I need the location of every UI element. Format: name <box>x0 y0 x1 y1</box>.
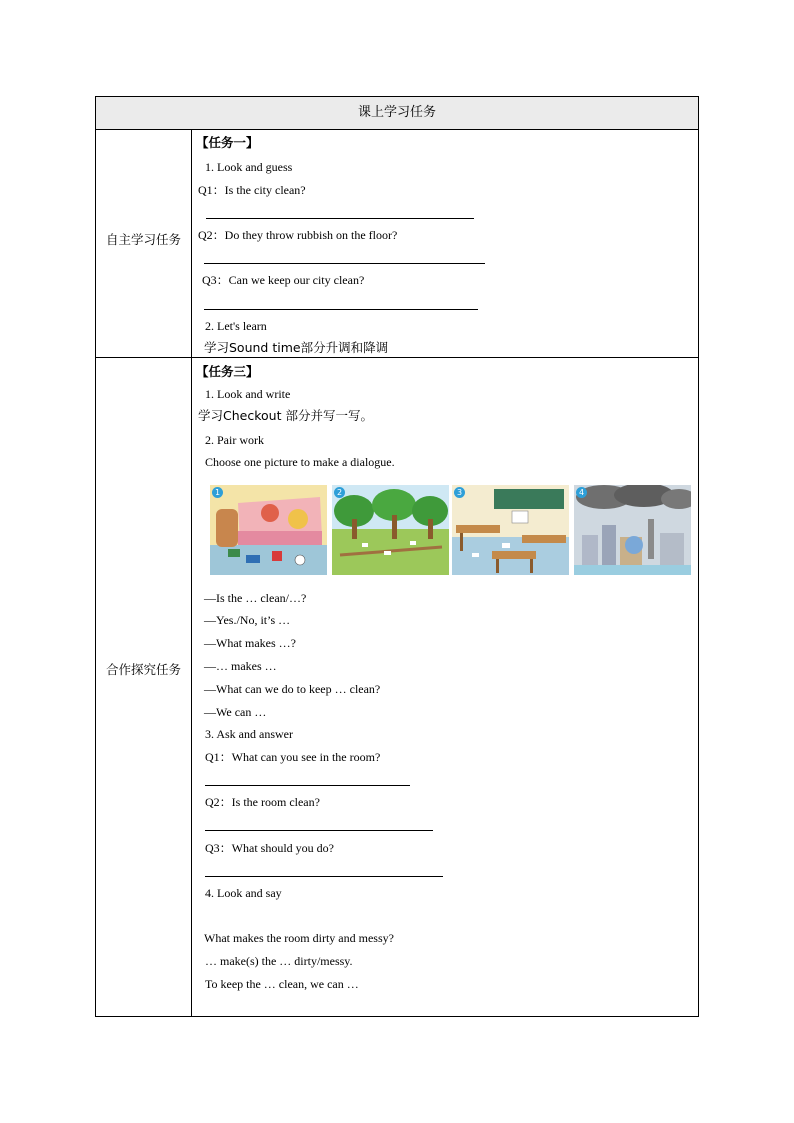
dialogue-line-6: —We can … <box>204 705 267 719</box>
row-divider <box>96 357 698 358</box>
picture-number-4: 4 <box>576 487 587 498</box>
row-label-self-study: 自主学习任务 <box>105 232 181 247</box>
say-prompt-1: What makes the room dirty and messy? <box>204 931 394 945</box>
messy-classroom-illustration-icon <box>452 485 569 575</box>
dialogue-line-1: —Is the … clean/…? <box>204 591 307 605</box>
picture-2 <box>332 485 449 575</box>
section-ask-and-answer: 3. Ask and answer <box>205 727 293 741</box>
picture-3 <box>452 485 569 575</box>
picture-1 <box>210 485 327 575</box>
answer-line-3 <box>204 309 478 310</box>
messy-bedroom-illustration-icon <box>210 485 327 575</box>
say-prompt-2: … make(s) the … dirty/messy. <box>205 954 353 968</box>
dialogue-line-2: —Yes./No, it’s … <box>204 613 291 627</box>
picture-4 <box>574 485 691 575</box>
ask-answer-line-2 <box>205 830 433 831</box>
section-look-and-write: 1. Look and write <box>205 387 291 401</box>
row-label-cooperative: 合作探究任务 <box>105 662 181 677</box>
dialogue-line-4: —… makes … <box>204 659 277 673</box>
ask-answer-line-3 <box>205 876 443 877</box>
question-1: Q1：Is the city clean? <box>198 183 306 197</box>
question-2: Q2：Do they throw rubbish on the floor? <box>198 228 398 242</box>
ask-question-1: Q1：What can you see in the room? <box>205 750 381 764</box>
picture-number-3: 3 <box>454 487 465 498</box>
ask-question-3: Q3：What should you do? <box>205 841 334 855</box>
task-one-title: 【任务一】 <box>196 135 259 150</box>
pair-work-description: Choose one picture to make a dialogue. <box>205 455 395 469</box>
column-divider <box>191 130 192 1016</box>
dialogue-line-5: —What can we do to keep … clean? <box>204 682 381 696</box>
look-and-write-description: 学习Checkout 部分并写一写。 <box>198 408 373 423</box>
polluted-city-illustration-icon <box>574 485 691 575</box>
question-3: Q3：Can we keep our city clean? <box>202 273 365 287</box>
table-header: 课上学习任务 <box>96 97 698 130</box>
section-look-and-say: 4. Look and say <box>205 886 282 900</box>
picture-number-1: 1 <box>212 487 223 498</box>
answer-line-1 <box>206 218 474 219</box>
ask-question-2: Q2：Is the room clean? <box>205 795 320 809</box>
dialogue-line-3: —What makes …? <box>204 636 296 650</box>
lets-learn-description: 学习Sound time部分升调和降调 <box>204 340 389 355</box>
ask-answer-line-1 <box>205 785 410 786</box>
task-three-title: 【任务三】 <box>196 364 259 379</box>
say-prompt-3: To keep the … clean, we can … <box>205 977 359 991</box>
section-pair-work: 2. Pair work <box>205 433 264 447</box>
picture-number-2: 2 <box>334 487 345 498</box>
section-lets-learn: 2. Let's learn <box>205 319 267 333</box>
littered-park-illustration-icon <box>332 485 449 575</box>
answer-line-2 <box>204 263 485 264</box>
section-look-and-guess: 1. Look and guess <box>205 160 293 174</box>
